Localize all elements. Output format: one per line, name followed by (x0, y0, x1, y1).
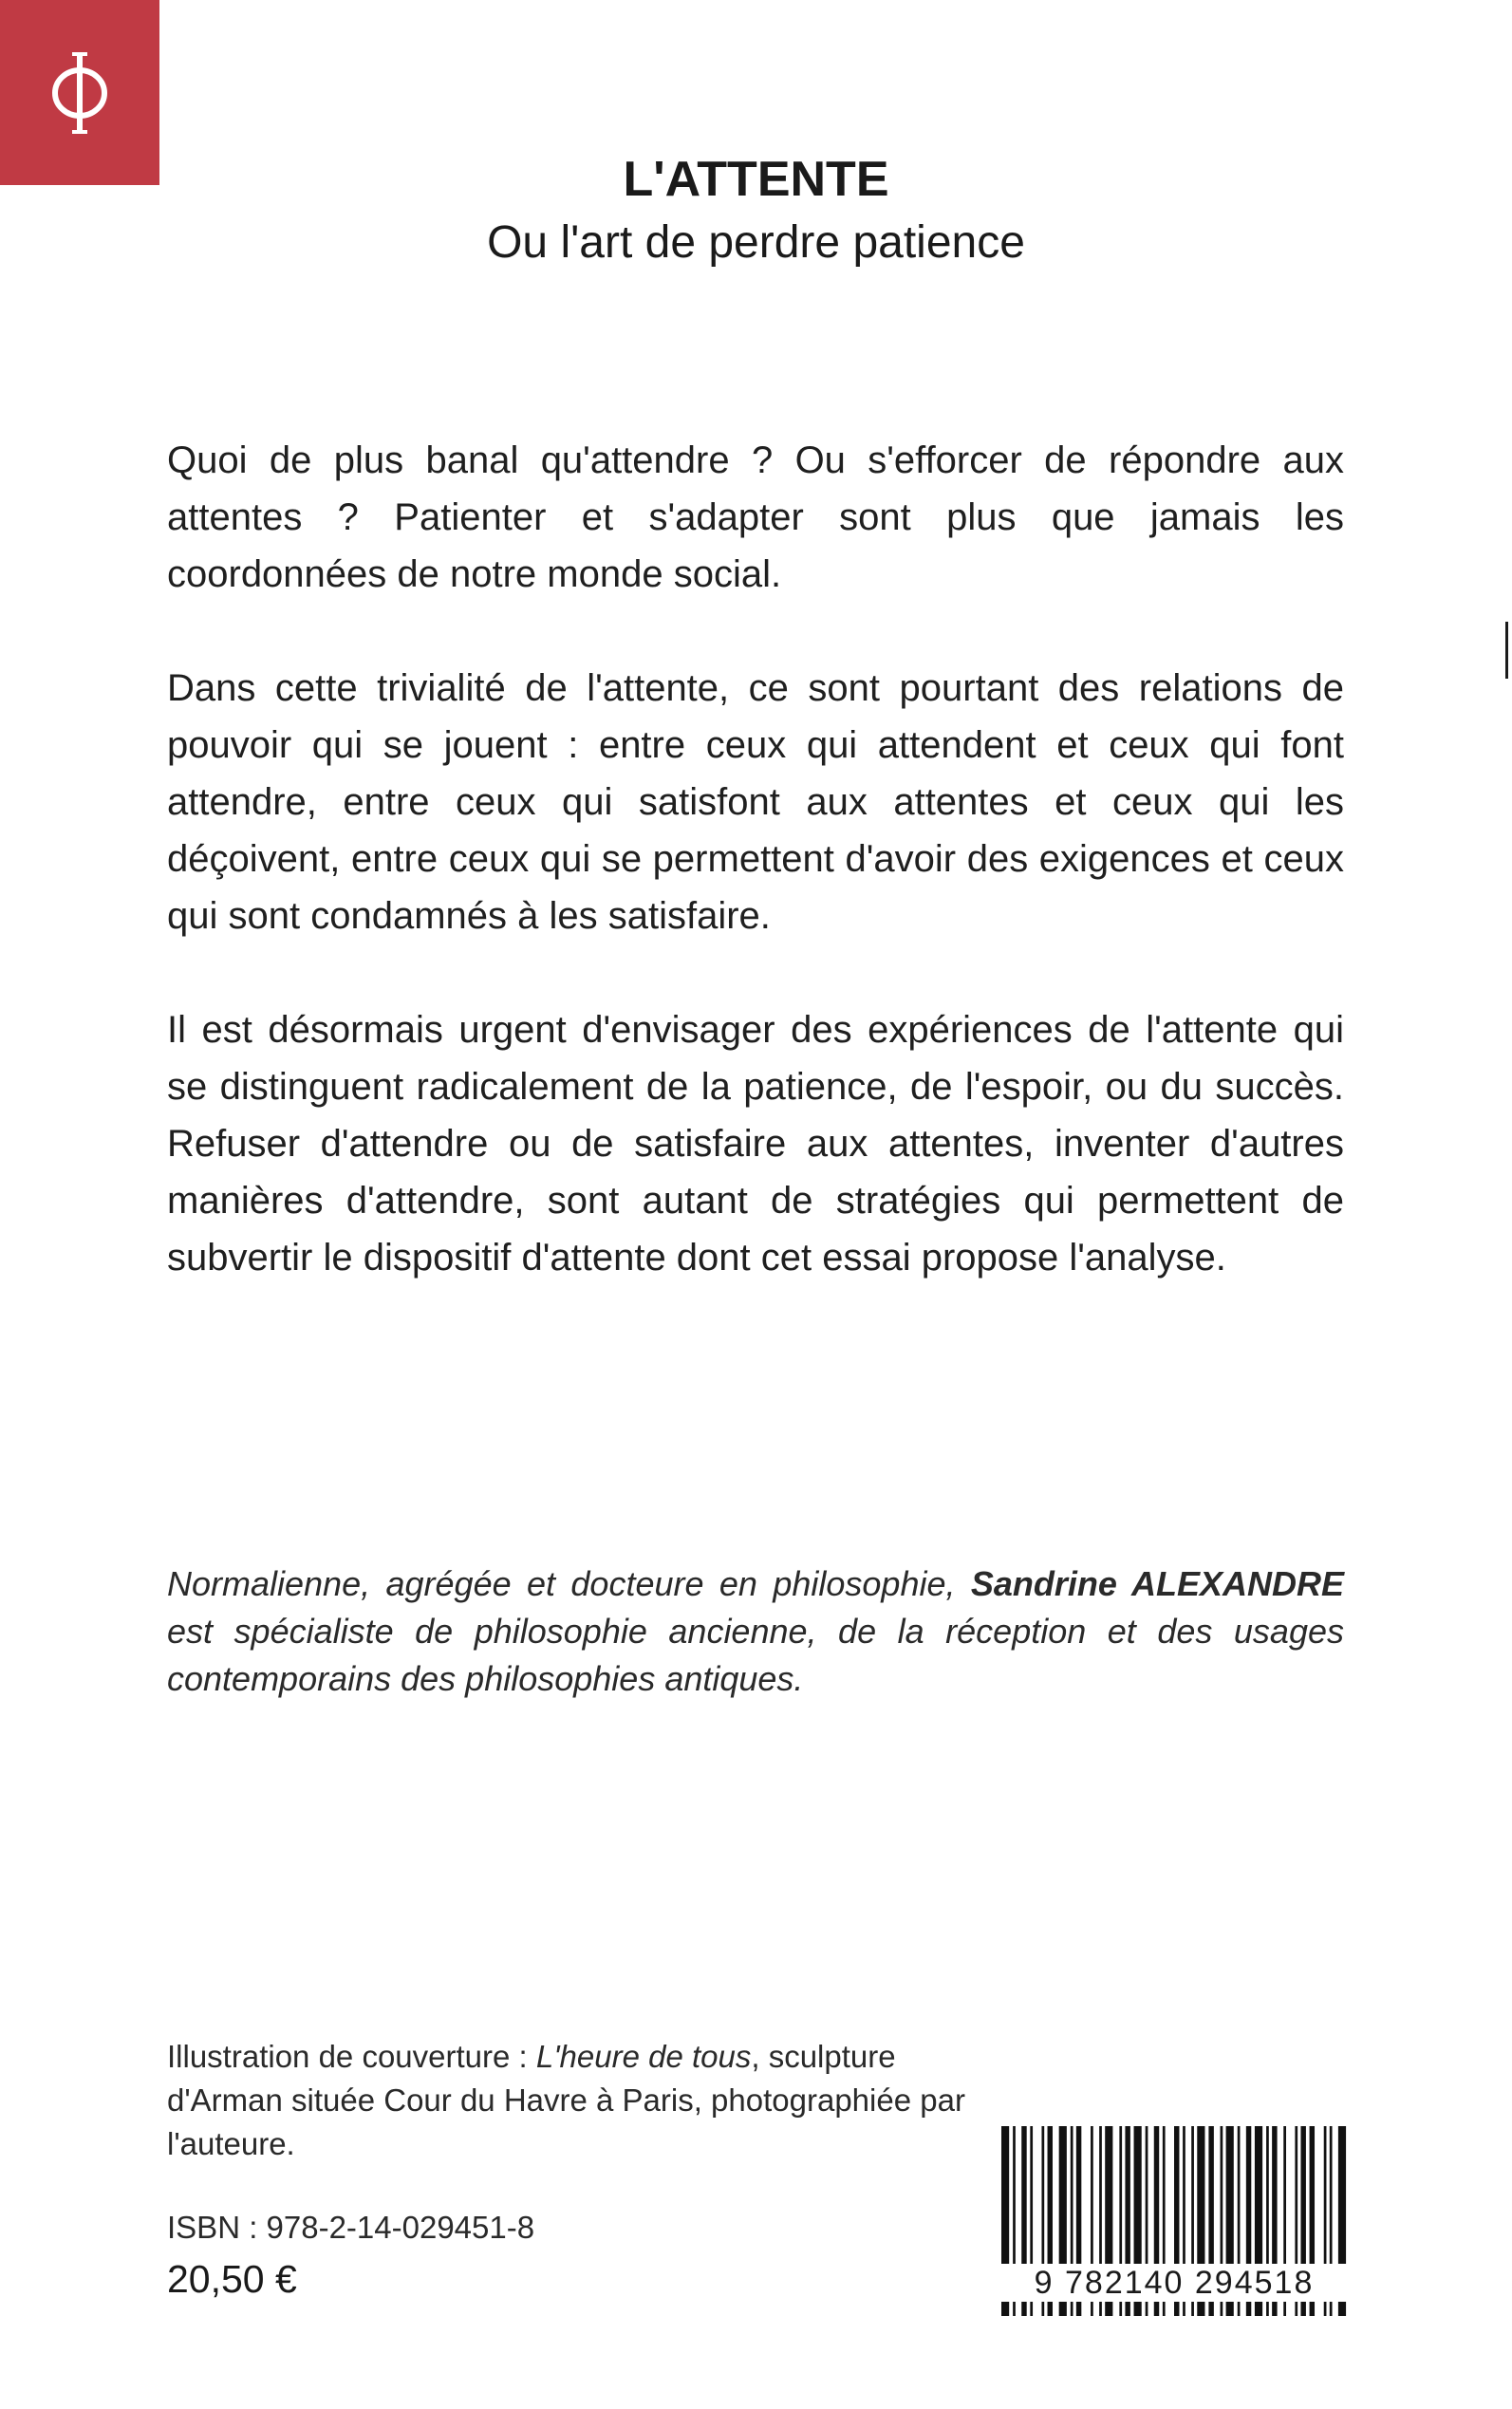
author-description: est spécialiste de philosophie ancienne, de la réception et des usages contemporains des philosophies antiques. (167, 1612, 1344, 1698)
book-title: L'ATTENTE (623, 152, 889, 207)
author-intro: Normalienne, agrégée et docteure en philosophie, (167, 1564, 956, 1603)
isbn: ISBN : 978-2-14-029451-8 (167, 2210, 535, 2245)
blurb-paragraph: Quoi de plus banal qu'attendre ? Ou s'efforcer de répondre aux attentes ? Patienter et s'adapter sont plus que jamais les coordonnées de notre monde social. (167, 439, 1344, 595)
blurb-paragraph: Dans cette trivialité de l'attente, ce sont pourtant des relations de pouvoir qui se jouent : entre ceux qui attendent et ceux qui font attendre, entre ceux qui satisfont aux attentes et ceux qui les déçoivent, entre ceux qui se permettent d'avoir des exigences et ceux qui sont condamnés à les satisfaire. (167, 667, 1344, 937)
author-bio (167, 1560, 1344, 1703)
author-name: Sandrine ALEXANDRE (970, 1564, 1344, 1603)
barcode-digits: 9 782140 294518 (999, 2264, 1350, 2302)
price: 20,50 € (167, 2257, 297, 2301)
blurb (167, 432, 1344, 1343)
credit-work-title: L'heure de tous (535, 2039, 752, 2074)
credit-suffix: , sculpture d'Arman située Cour du Havre à Paris, photographiée par l'auteure. (167, 2039, 965, 2161)
cover-credit (167, 2035, 983, 2166)
phi-icon (42, 46, 118, 140)
blurb-paragraph: Il est désormais urgent d'envisager des expériences de l'attente qui se distinguent radicalement de la patience, de l'espoir, ou du succès. Refuser d'attendre ou de satisfaire aux attentes, inventer d'autres manières d'attendre, sont autant de stratégies qui permettent de subvertir le dispositif d'attente dont cet essai propose l'analyse. (167, 1009, 1344, 1279)
credit-prefix: Illustration de couverture : (167, 2039, 528, 2074)
spine-edge-mark (1505, 622, 1508, 679)
book-subtitle: Ou l'art de perdre patience (487, 217, 1025, 268)
